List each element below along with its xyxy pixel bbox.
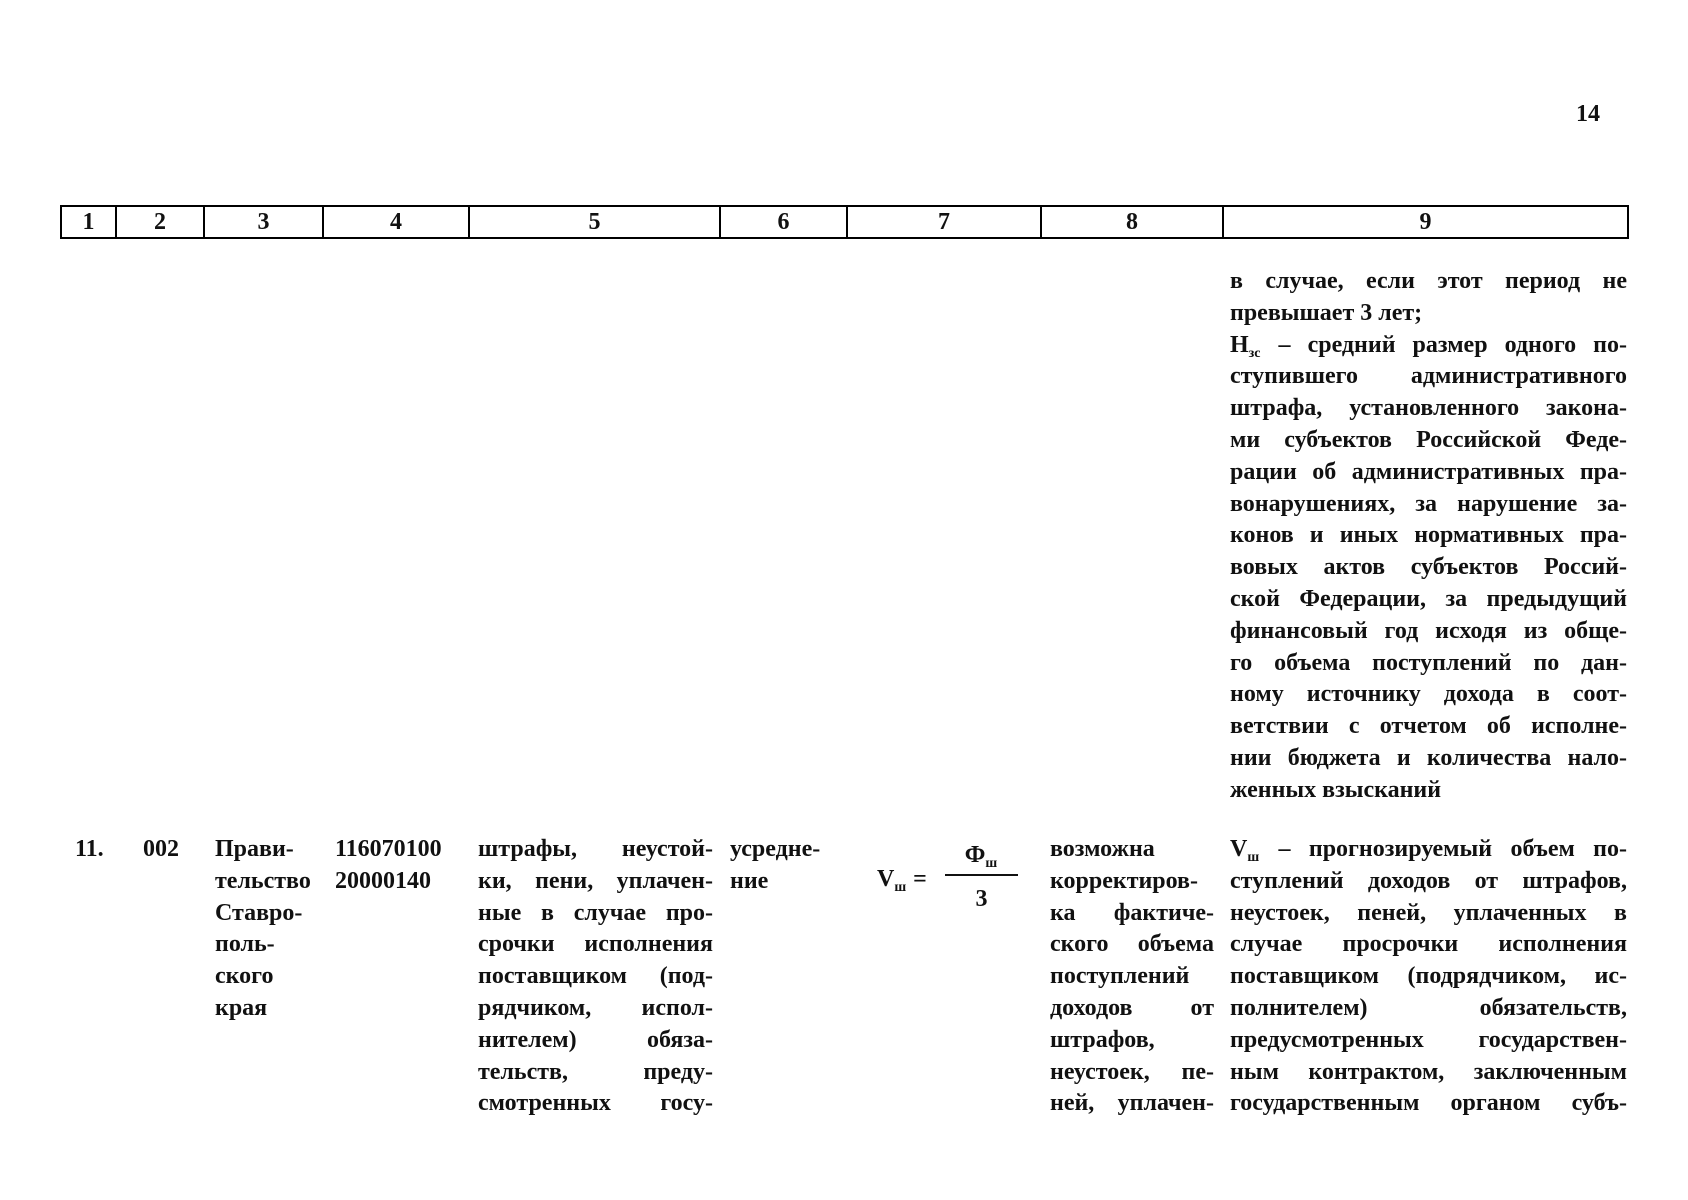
text-line-body: – средний размер одного по- <box>1261 331 1627 358</box>
text-line: превышает 3 лет; <box>1230 299 1423 326</box>
col8-line: поступлений <box>1050 963 1190 990</box>
col5-line: нителем) обяза- <box>478 1026 713 1053</box>
col5-line: штрафы, неустой- <box>478 836 713 862</box>
header-cell-7: 7 <box>847 206 1041 238</box>
text-line: государственным органом субъ- <box>1230 1090 1627 1117</box>
formula-denominator: 3 <box>975 886 988 912</box>
col4-line: 20000140 <box>335 867 431 894</box>
formula-numerator-symbol: Ф <box>964 842 986 868</box>
col5-line: ки, пени, уплачен- <box>478 867 713 894</box>
text-line: неустоек, пеней, уплаченных в <box>1230 899 1627 926</box>
variable-subscript: ш <box>1247 850 1260 865</box>
col5-line: поставщиком (под- <box>478 963 713 990</box>
col3-line: ского <box>215 963 274 990</box>
text-line: женных взысканий <box>1230 776 1442 803</box>
col5-line: смотренных госу- <box>478 1090 713 1117</box>
text-line: вонарушениях, за нарушение за- <box>1230 490 1627 517</box>
text-line: конов и иных нормативных пра- <box>1230 522 1627 549</box>
col3-line: Ставро- <box>215 899 303 926</box>
col3-line: Прави- <box>215 836 294 862</box>
continuation-col9 <box>1230 266 1627 807</box>
formula-numerator-subscript: ш <box>985 856 998 871</box>
text-line: ному источнику дохода в соот- <box>1230 681 1627 708</box>
text-line: ской Федерации, за предыдущий <box>1230 585 1627 612</box>
header-cell-3: 3 <box>204 206 323 238</box>
col5-line: тельств, преду- <box>478 1058 713 1085</box>
paragraph <box>1230 266 1627 330</box>
text-line <box>1230 834 1627 866</box>
variable-symbol: Н <box>1230 331 1249 358</box>
text-line: полнителем) обязательств, <box>1230 994 1627 1021</box>
row-col6-method <box>730 834 842 898</box>
header-cell-2: 2 <box>116 206 204 238</box>
paragraph <box>1230 834 1627 1120</box>
variable-subscript: зс <box>1248 345 1261 361</box>
text-line: поставщиком (подрядчиком, ис- <box>1230 963 1627 990</box>
col3-line: края <box>215 994 268 1021</box>
text-line: ми субъектов Российской Феде- <box>1230 426 1627 453</box>
col5-line: рядчиком, испол- <box>478 994 713 1021</box>
col8-line: корректиров- <box>1050 867 1199 894</box>
row-col9-description <box>1230 834 1627 1120</box>
col6-line: ние <box>730 867 769 894</box>
paragraph <box>1230 330 1627 807</box>
page-number: 14 <box>1576 101 1600 127</box>
text-line: ступлений доходов от штрафов, <box>1230 867 1627 894</box>
header-cell-1: 1 <box>61 206 116 238</box>
col8-line: доходов от <box>1050 994 1214 1021</box>
col8-line: ского объема <box>1050 931 1214 958</box>
text-line: рации об административных пра- <box>1230 458 1627 485</box>
text-line: ветствии с отчетом об исполне- <box>1230 713 1627 740</box>
formula-lhs <box>877 864 927 899</box>
header-cell-9: 9 <box>1223 206 1628 238</box>
col8-line: возможна <box>1050 836 1155 862</box>
row-col2-code <box>143 834 198 866</box>
text-line: штрафа, установленного закона- <box>1230 395 1627 422</box>
text-line-body: – прогнозируемый объем по- <box>1260 836 1627 862</box>
text-line: предусмотренных государствен- <box>1230 1026 1627 1053</box>
col5-line: ные в случае про- <box>478 899 713 926</box>
row-col8-correction <box>1050 834 1214 1120</box>
text-line: финансовый год исходя из обще- <box>1230 617 1627 644</box>
row-number <box>75 834 120 866</box>
row-col3-administrator <box>215 834 325 1025</box>
col2-text: 002 <box>143 836 179 862</box>
text-line: го объема поступлений по дан- <box>1230 649 1627 676</box>
text-line: ным контрактом, заключенным <box>1230 1058 1627 1085</box>
formula-lhs-subscript: ш <box>894 880 907 895</box>
col8-line: ней, уплачен- <box>1050 1090 1214 1117</box>
col8-line: ка фактиче- <box>1050 899 1214 926</box>
row-col4-code <box>335 834 465 898</box>
header-cell-4: 4 <box>323 206 469 238</box>
col3-line: тельство <box>215 867 311 894</box>
header-cell-6: 6 <box>720 206 847 238</box>
text-line: нии бюджета и количества нало- <box>1230 744 1627 771</box>
header-cell-5: 5 <box>469 206 720 238</box>
text-line: в случае, если этот период не <box>1230 268 1627 294</box>
col8-line: штрафов, <box>1050 1026 1155 1053</box>
row-col5-income-name <box>478 834 713 1120</box>
text-line: вовых актов субъектов Россий- <box>1230 554 1627 581</box>
col6-line: усредне- <box>730 836 821 862</box>
col3-line: поль- <box>215 931 275 958</box>
fraction-bar <box>945 874 1018 876</box>
col8-line: неустоек, пе- <box>1050 1058 1214 1085</box>
text-line <box>1230 330 1627 362</box>
variable-symbol: V <box>1230 836 1248 862</box>
text-line: ступившего административного <box>1230 363 1627 390</box>
formula-equals: = <box>907 866 927 892</box>
header-row <box>61 206 1628 238</box>
formula-lhs-symbol: V <box>877 866 895 892</box>
row-number-text: 11. <box>75 836 104 862</box>
header-cell-8: 8 <box>1041 206 1223 238</box>
col4-line: 116070100 <box>335 836 442 862</box>
column-number-header <box>60 205 1629 239</box>
formula-numerator <box>945 840 1018 875</box>
text-line: случае просрочки исполнения <box>1230 931 1627 958</box>
col5-line: срочки исполнения <box>478 931 713 958</box>
